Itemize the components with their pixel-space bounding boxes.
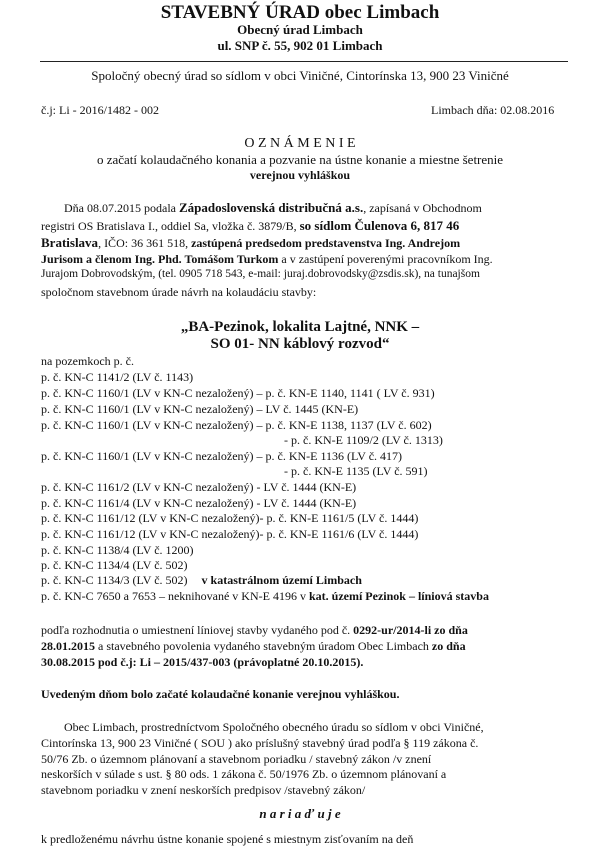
decision-number: 0292-ur/2014-li zo dňa (353, 623, 468, 637)
intro-line-2 (41, 219, 459, 232)
parcel-text: p. č. KN-C 1134/3 (LV č. 502) (41, 573, 188, 587)
place-date: Limbach dňa: 02.08.2016 (431, 103, 555, 117)
authority-line-5: stavebnom poriadku v znení neskorších predpisov /stavebný zákon/ (41, 783, 366, 797)
intro-line-5: Jurajom Dobrovodským, (tel. 0905 718 543, e-mail: juraj.dobrovodsky@zsdis.sk), na tunajšom (41, 268, 480, 280)
parcel-row: - p. č. KN-E 1135 (LV č. 591) (284, 464, 428, 478)
parcel-text: p. č. KN-C 7650 a 7653 – neknihované v KN-E 4196 v (41, 589, 309, 603)
cadastral-area: kat. území Pezinok – líniová stavba (308, 589, 489, 603)
parcel-row: p. č. KN-C 1161/12 (LV v KN-C nezaložený)- p. č. KN-E 1161/5 (LV č. 1444) (41, 511, 419, 525)
parcel-row: p. č. KN-C 1161/2 (LV v KN-C nezaložený) - LV č. 1444 (KN-E) (41, 480, 357, 494)
decision-line-2 (41, 640, 466, 652)
common-office-line: Spoločný obecný úrad so sídlom v obci Viničné, Cintorínska 13, 900 23 Viničné (91, 68, 509, 83)
parcel-row (41, 590, 489, 602)
parcel-row: p. č. KN-C 1141/2 (LV č. 1143) (41, 370, 194, 384)
decision-text: zo dňa (431, 639, 466, 653)
final-line: k predloženému návrhu ústne konanie spojené s miestnym zisťovaním na deň (41, 832, 414, 846)
intro-text: a v zastúpení poverenými pracovníkom Ing. (278, 252, 493, 266)
parcels-intro: na pozemkoch p. č. (41, 354, 134, 368)
decision-text: a stavebného povolenia vydaného stavebným úradom Obec Limbach (95, 639, 432, 653)
parcel-row: p. č. KN-C 1161/4 (LV v KN-C nezaložený) - LV č. 1444 (KN-E) (41, 496, 357, 510)
intro-text: , IČO: 36 361 518, (98, 236, 192, 250)
intro-text: Dňa 08.07.2015 podala (64, 201, 179, 215)
cadastral-area: v katastrálnom území Limbach (201, 573, 362, 587)
office-title: STAVEBNÝ ÚRAD obec Limbach (160, 2, 440, 23)
project-title-2: SO 01- NN káblový rozvod“ (210, 336, 390, 352)
notice-title: O Z N Á M E N I E (244, 136, 356, 151)
decision-line-1 (41, 624, 468, 636)
authority-line-3: 50/76 Zb. o územnom plánovaní a stavebnom poriadku / stavebný zákon /v znení (41, 752, 432, 766)
header-divider (40, 61, 568, 62)
authority-line-2: Cintorínska 13, 900 23 Viničné ( SOU ) ako príslušný stavebný úrad podľa § 119 zákona č. (41, 736, 479, 750)
parcel-row: p. č. KN-C 1160/1 (LV v KN-C nezaložený) – LV č. 1445 (KN-E) (41, 402, 359, 416)
orders-heading: n a r i a ď u j e (259, 806, 341, 821)
parcel-row: p. č. KN-C 1160/1 (LV v KN-C nezaložený) – p. č. KN-E 1138, 1137 (LV č. 602) (41, 418, 432, 432)
parcel-row: p. č. KN-C 1160/1 (LV v KN-C nezaložený) – p. č. KN-E 1136 (LV č. 417) (41, 449, 403, 463)
decision-text: podľa rozhodnutia o umiestnení líniovej stavby vydaného pod č. (41, 623, 354, 637)
intro-text: , zapísaná v Obchodnom (363, 201, 482, 215)
representative: Jurisom a členom Ing. Phd. Tomášom Turkom (41, 252, 279, 266)
parcel-row: p. č. KN-C 1134/4 (LV č. 502) (41, 558, 188, 572)
intro-line-4 (41, 253, 493, 265)
sub-office: Obecný úrad Limbach (237, 22, 363, 37)
parcel-row: - p. č. KN-E 1109/2 (LV č. 1313) (284, 433, 443, 447)
parcel-row: p. č. KN-C 1160/1 (LV v KN-C nezaložený) – p. č. KN-E 1140, 1141 ( LV č. 931) (41, 386, 435, 400)
parcel-row (41, 574, 362, 586)
intro-line-6: spoločnom stavebnom úrade návrh na kolaudáciu stavby: (41, 285, 317, 299)
intro-line-1 (64, 201, 482, 214)
decision-line-3: 30.08.2015 pod č.j: Li – 2015/437-003 (právoplatné 20.10.2015). (41, 655, 364, 669)
notice-subtitle: o začatí kolaudačného konania a pozvanie na ústne konanie a miestne šetrenie (96, 152, 504, 167)
intro-line-3 (41, 236, 460, 249)
started-statement: Uvedeným dňom bolo začaté kolaudačné konanie verejnou vyhláškou. (41, 687, 400, 701)
notice-method: verejnou vyhláškou (249, 168, 351, 182)
project-title-1: „BA-Pezinok, lokalita Lajtné, NNK – (180, 319, 420, 335)
parcel-row: p. č. KN-C 1138/4 (LV č. 1200) (41, 543, 194, 557)
intro-text: registri OS Bratislava I., oddiel Sa, vložka č. 3879/B, (41, 219, 300, 233)
applicant-name: Západoslovenská distribučná a.s. (178, 200, 364, 215)
authority-line-1: Obec Limbach, prostredníctvom Spoločného obecného úradu so sídlom v obci Viničné, (64, 720, 484, 734)
representative: zastúpená predsedom predstavenstva Ing. Andrejom (191, 236, 461, 250)
parcel-row: p. č. KN-C 1161/12 (LV v KN-C nezaložený)- p. č. KN-E 1161/6 (LV č. 1444) (41, 527, 419, 541)
applicant-seat: so sídlom Čulenova 6, 817 46 (299, 218, 460, 233)
authority-line-4: neskorších v súlade s ust. § 80 ods. 1 zákona č. 50/1976 Zb. o územnom plánovaní a (41, 767, 447, 781)
applicant-city: Bratislava (41, 235, 99, 250)
office-address: ul. SNP č. 55, 902 01 Limbach (217, 38, 383, 53)
reference-number: č.j: Li - 2016/1482 - 002 (41, 103, 159, 117)
decision-date: 28.01.2015 (41, 639, 95, 653)
